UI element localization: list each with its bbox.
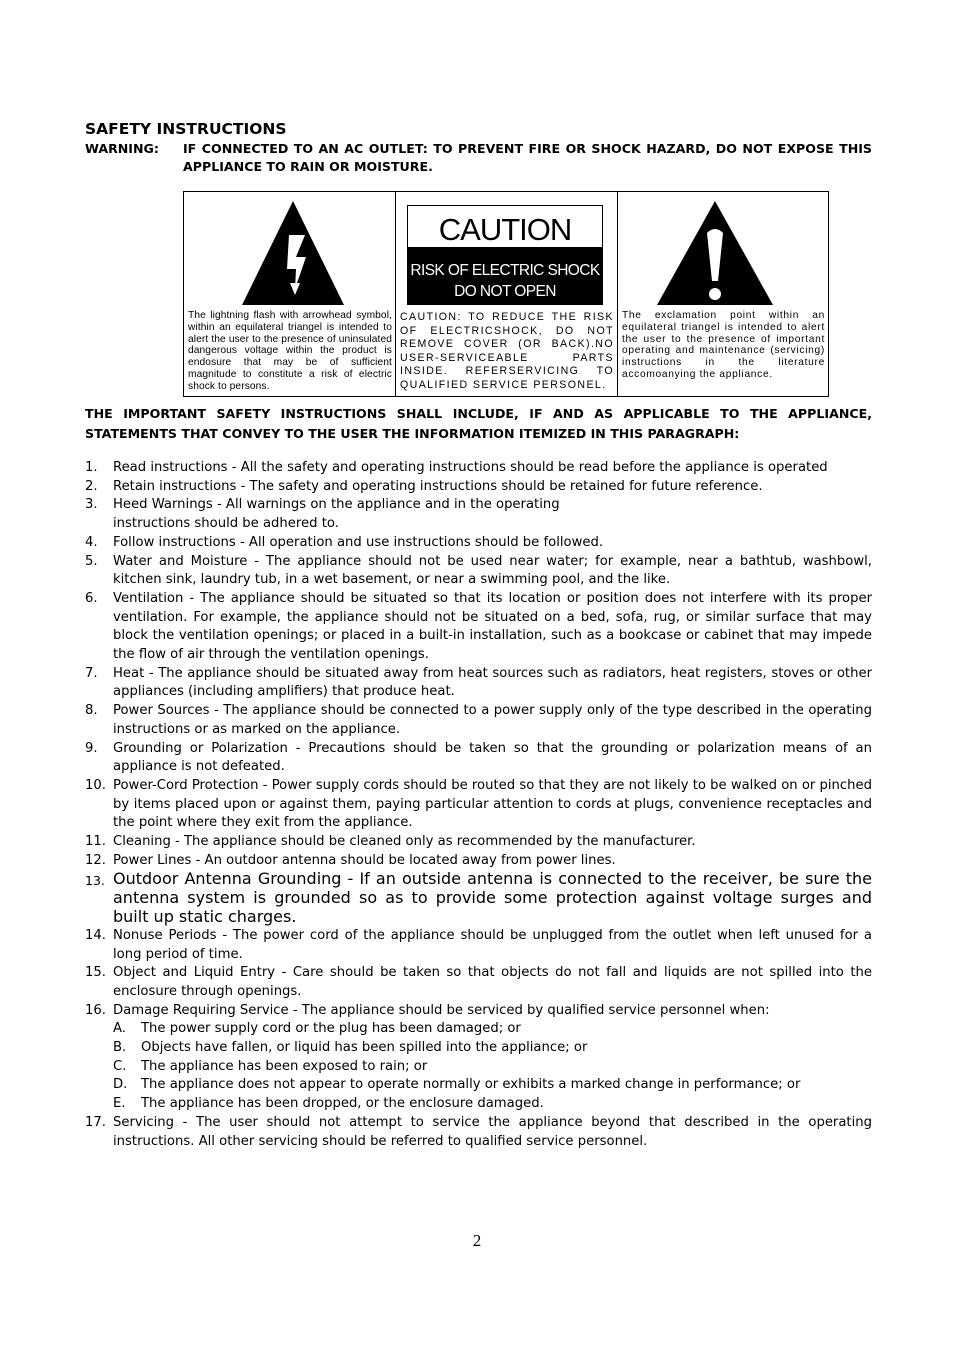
warning-text: IF CONNECTED TO AN AC OUTLET: TO PREVENT FIRE OR SHOCK HAZARD, DO NOT EXPOSE THIS APPLIANCE TO RAIN OR MOISTURE.: [183, 141, 872, 174]
sub-list-item: C. The appliance has been exposed to rain; or: [113, 1058, 428, 1074]
warning-label: WARNING:: [85, 141, 159, 156]
sub-list-item: E. The appliance has been dropped, or the enclosure damaged.: [113, 1096, 544, 1112]
instructions-list: [85, 459, 872, 1151]
list-item: 16. Damage Requiring Service - The appliance should be serviced by qualified service personnel when:: [85, 1002, 770, 1018]
list-item: 9. Grounding or Polarization - Precautions should be taken so that the grounding or polarization means of an appliance is not defeated.: [85, 740, 872, 775]
exclamation-triangle-icon: [655, 199, 775, 307]
lightning-description: The lightning flash with arrowhead symbol, within an equilateral triangel is intended to alert the user to the presence of uninsulated dangerous voltage within the product is endosure that may be of sufficient magnitude to constitute a risk of electric shock to persons.: [188, 310, 392, 392]
list-item: 11. Cleaning - The appliance should be cleaned only as recommended by the manufacturer.: [85, 834, 696, 850]
list-item: 1. Read instructions - All the safety and operating instructions should be read before the appliance is operated: [85, 460, 828, 475]
lightning-cell: [184, 192, 396, 396]
list-item: 14. Nonuse Periods - The power cord of the appliance should be unplugged from the outlet when left unused for a long period of time.: [85, 927, 872, 962]
important-statement: THE IMPORTANT SAFETY INSTRUCTIONS SHALL INCLUDE, IF AND AS APPLICABLE TO THE APPLIANCE, STATEMENTS THAT CONVEY TO THE USER THE INFORMATION ITEMIZED IN THIS PARAGRAPH:: [85, 406, 872, 441]
exclamation-description: The exclamation point within an equilateral triangel is intended to alert the user to the presence of important operating and maintenance (servicing) instructions in the literature accomoanying the appliance.: [622, 310, 825, 380]
list-item: 15. Object and Liquid Entry - Care should be taken so that objects do not fall and liquids are not spilled into the enclosure through openings.: [85, 965, 872, 999]
caution-label-box: [407, 205, 603, 305]
list-item: 8. Power Sources - The appliance should be connected to a power supply only of the type described in the operating instructions or as marked on the appliance.: [85, 703, 872, 737]
caution-table: [183, 191, 829, 397]
caution-cell: [396, 192, 618, 396]
caution-description: CAUTION: TO REDUCE THE RISK OF ELECTRICSHOCK, DO NOT REMOVE COVER (OR BACK).NO USER-SERVICEABLE PARTS INSIDE. REFERSERVICING TO QUALIFIED SERVICE PERSONEL.: [400, 311, 614, 391]
sub-list-item: B. Objects have fallen, or liquid has been spilled into the appliance; or: [113, 1040, 588, 1056]
caution-band: [408, 247, 602, 304]
list-item: 4. Follow instructions - All operation and use instructions should be followed.: [85, 534, 604, 550]
list-item: 17. Servicing - The user should not attempt to service the appliance beyond that described in the operating instructions. All other servicing should be referred to qualified service personnel.: [85, 1114, 872, 1149]
list-item: 6. Ventilation - The appliance should be situated so that its location or position does not interfere with its proper ventilation. For example, the appliance should not be situated on a bed, sofa, rug, or similar surface that may block the ventilation openings; or placed in a built-in installation, such as a bookcase or cabinet that may impede the flow of air through the ventilation openings.: [85, 590, 872, 663]
lightning-triangle-icon: [240, 199, 346, 307]
list-item: 13. Outdoor Antenna Grounding - If an outside antenna is connected to the receiver, be sure the antenna system is grounded so as to provide some protection against voltage surges and built up static charges.: [85, 869, 872, 927]
caution-line-2: DO NOT OPEN: [454, 283, 556, 300]
list-item: 12. Power Lines - An outdoor antenna should be located away from power lines.: [85, 852, 616, 868]
sub-list-item: A. The power supply cord or the plug has been damaged; or: [113, 1021, 521, 1037]
page-number: 2: [472, 1231, 482, 1250]
warning-block: [85, 140, 872, 176]
page-title: SAFETY INSTRUCTIONS: [85, 120, 287, 138]
exclamation-cell: [618, 192, 828, 396]
caution-title: CAUTION: [438, 212, 572, 247]
list-item: 5. Water and Moisture - The appliance should not be used near water; for example, near a bathtub, washbowl, kitchen sink, laundry tub, in a wet basement, or near a swimming pool, and the like.: [85, 553, 872, 588]
list-item: 2. Retain instructions - The safety and operating instructions should be retained for future reference.: [85, 478, 763, 494]
sub-list-item: D. The appliance does not appear to operate normally or exhibits a marked change in performance; or: [113, 1077, 801, 1093]
list-item: 7. Heat - The appliance should be situated away from heat sources such as radiators, heat registers, stoves or other appliances (including amplifiers) that produce heat.: [85, 665, 872, 700]
document-page: [85, 119, 872, 1149]
caution-line-1: RISK OF ELECTRIC SHOCK: [410, 262, 600, 279]
list-item: 3. Heed Warnings - All warnings on the appliance and in the operating instructions should be adhered to.: [85, 497, 560, 532]
list-item: 10. Power-Cord Protection - Power supply cords should be routed so that they are not likely to be walked on or pinched by items placed upon or against them, paying particular attention to cords at plugs, convenience receptacles and the point where they exit from the appliance.: [85, 777, 872, 831]
